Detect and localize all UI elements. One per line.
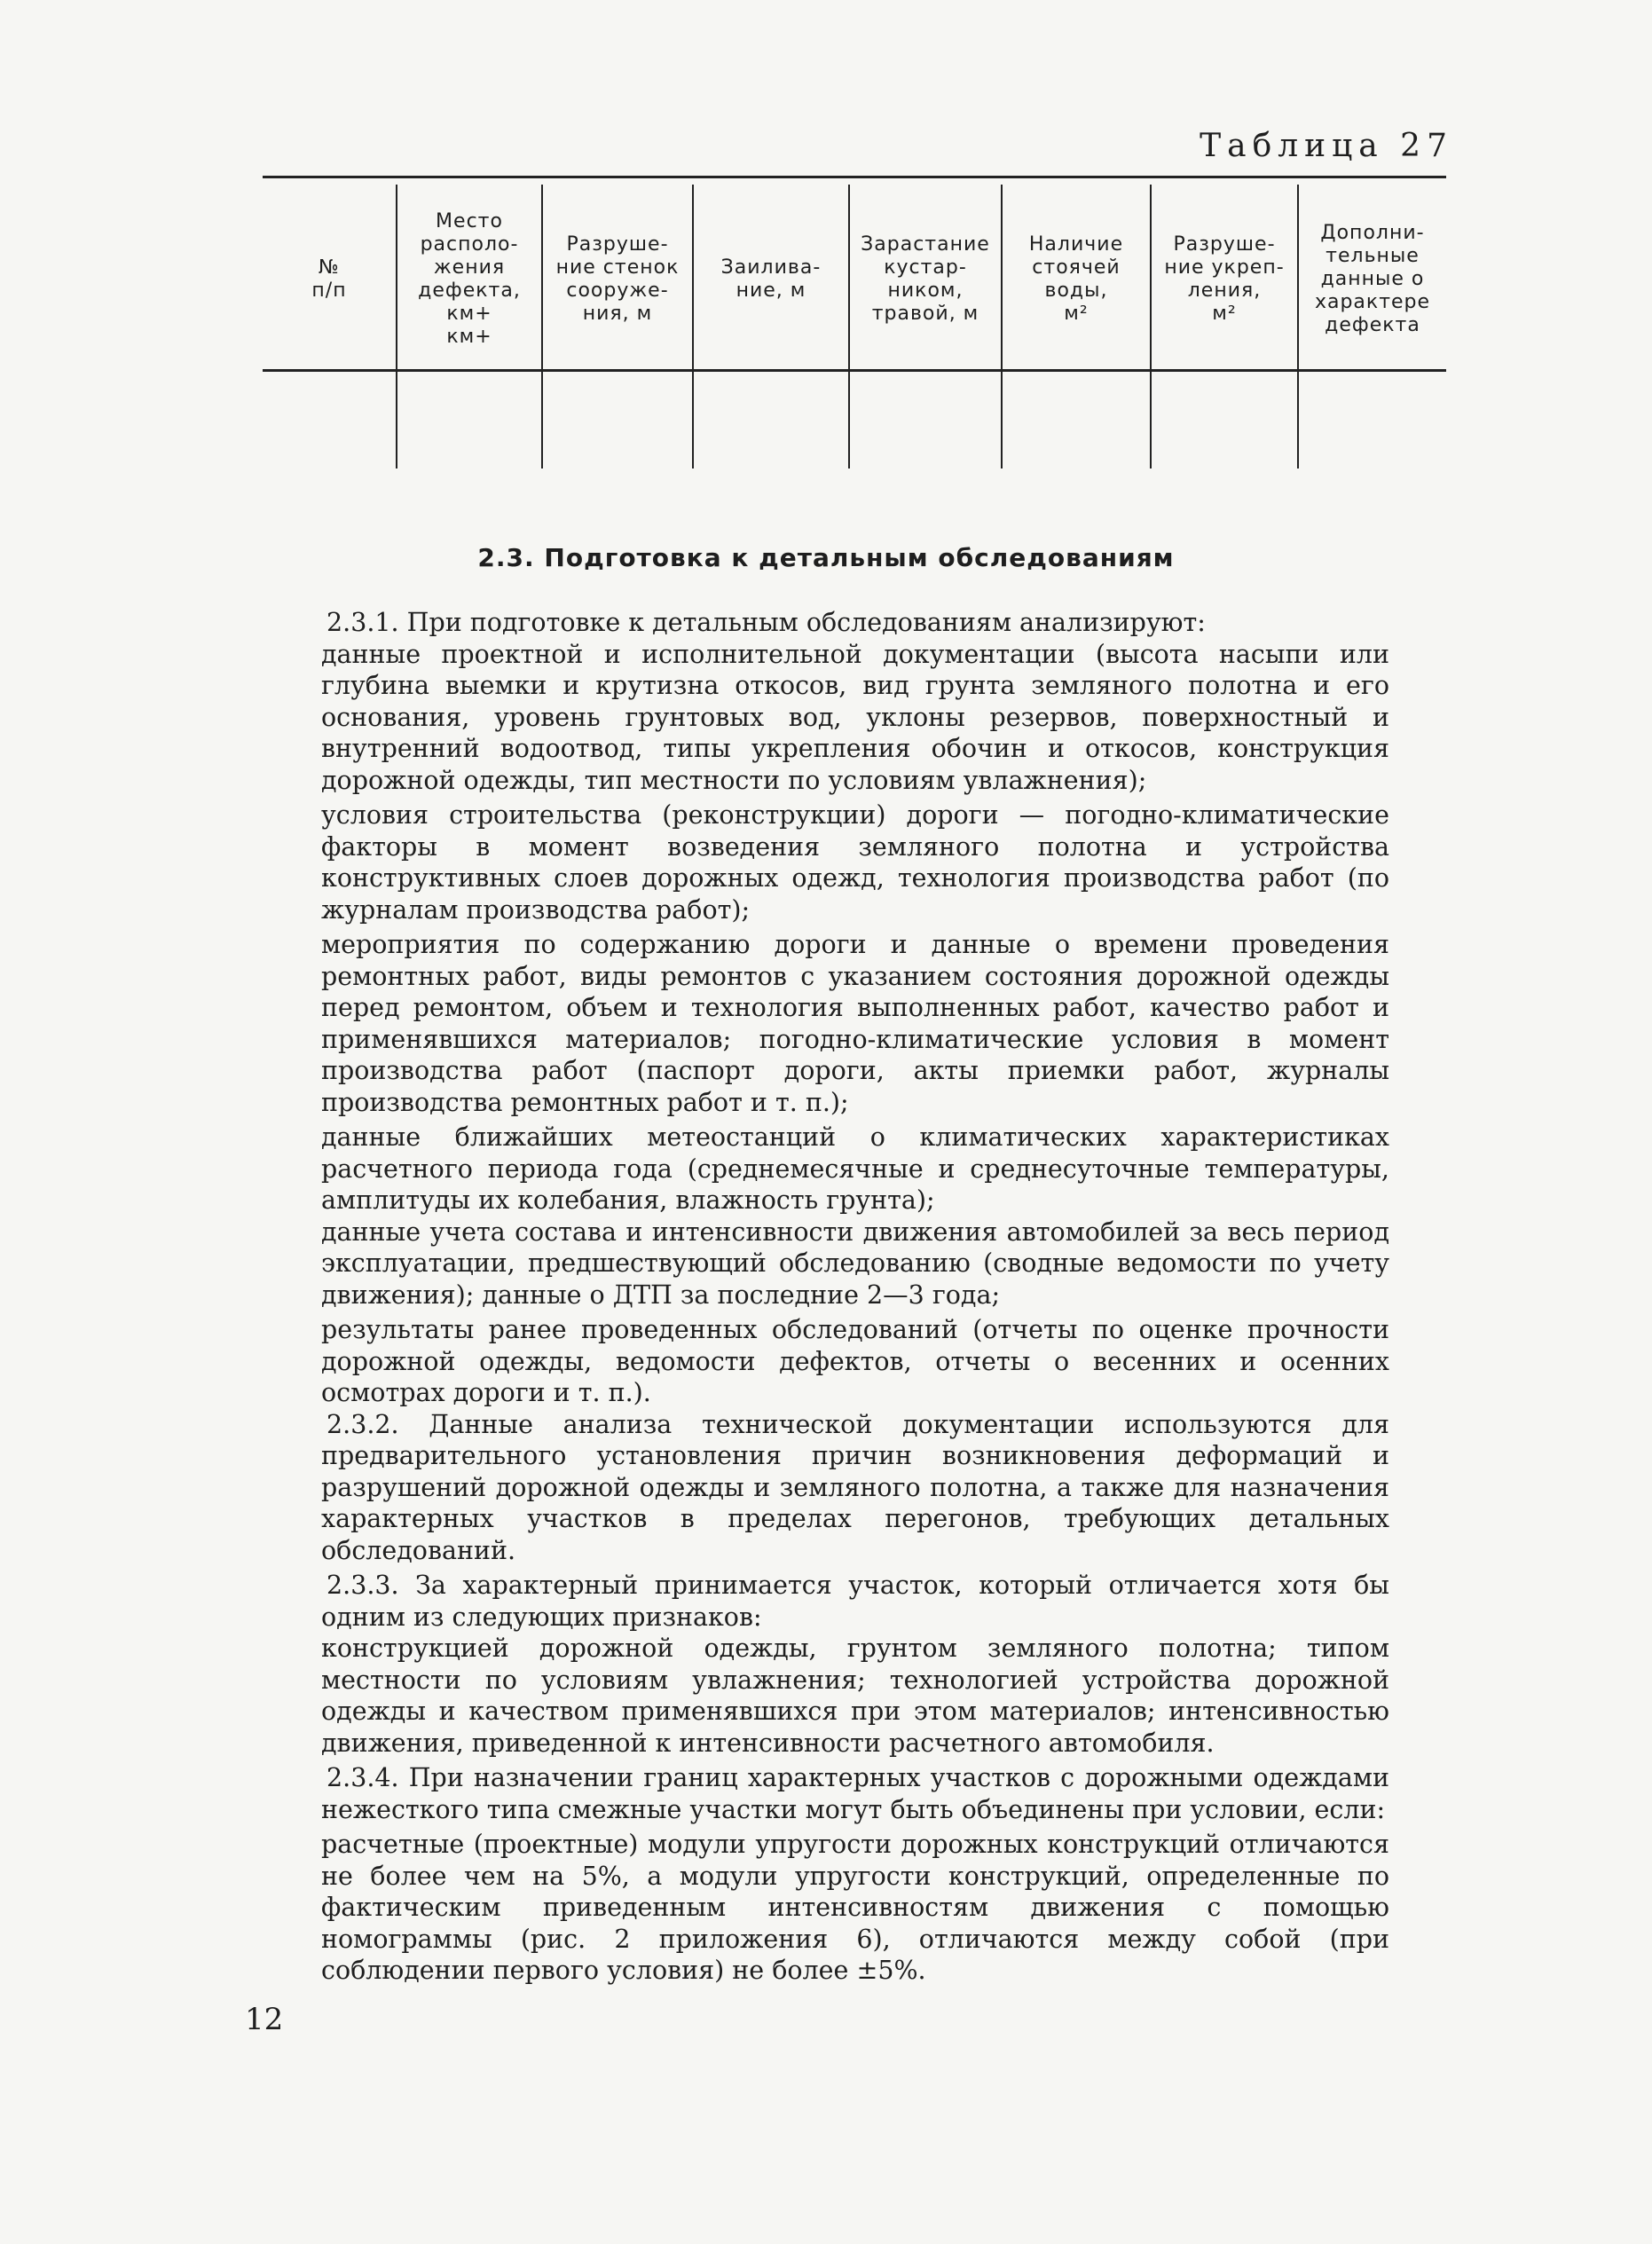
header-wall-damage: Разруше- ние стенок сооруже- ния, м: [555, 233, 680, 325]
paragraph: данные ближайших метеостанций о климатических характеристиках расчетного периода года (среднемесячные и среднесуточные температуры, амплитуды их колебания, влажность грунта);: [321, 1122, 1389, 1215]
paragraph: 2.3.4. При назначении границ характерных участков с дорожными одеждами нежесткого типа смежные участки могут быть объединены при условии, если:: [321, 1763, 1389, 1824]
paragraph: мероприятия по содержанию дороги и данные о времени проведения ремонтных работ, виды ремонтов с указанием состояния дорожной одежды перед ремонтом, объем и технология выполненных работ, качество работ и применявшихся материалов; погодно-климатические условия в момент производства работ (паспорт дороги, акты приемки работ, журналы производства ремонтных работ и т. п.);: [321, 930, 1389, 1117]
header-overgrowth: Зарастание кустар- ником, травой, м: [861, 233, 990, 325]
header-number: № п/п: [311, 256, 347, 302]
table-top-rule: [263, 176, 1446, 178]
paragraph: 2.3.1. При подготовке к детальным обследованиям анализируют:: [326, 608, 1206, 637]
paragraph: 2.3.3. За характерный принимается участок, который отличается хотя бы одним из следующих признаков:: [321, 1571, 1389, 1632]
header-standing-water: Наличие стоячей воды, м²: [1028, 233, 1124, 325]
paragraph: расчетные (проектные) модули упругости дорожных конструкций отличаются не более чем на 5%, а модули упругости конструкций, определенные по фактическим приведенным интенсивностям движения с помощью номограммы (рис. 2 приложения 6), отличаются между собой (при соблюдении первого условия) не более ±5%.: [321, 1830, 1389, 1985]
section-title: 2.3. Подготовка к детальным обследованиям: [477, 543, 1175, 572]
paragraph: результаты ранее проведенных обследований (отчеты по оценке прочности дорожной одежды, ведомости дефектов, отчеты о весенних и осенних осмотрах дороги и т. п.).: [321, 1315, 1389, 1407]
defects-table: [263, 176, 1446, 468]
body-text: [321, 607, 1389, 1987]
paragraph: условия строительства (реконструкции) дороги — погодно-климатические факторы в момент возведения земляного полотна и устройства конструктивных слоев дорожных одежд, технология производства работ (по журналам производства работ);: [321, 800, 1389, 925]
table-title: Таблица 27: [1200, 128, 1453, 164]
paragraph: 2.3.2. Данные анализа технической документации используются для предварительного установления причин возникновения деформаций и разрушений дорожной одежды и земляного полотна, а также для назначения характерных участков в пределах перегонов, требующих детальных обследований.: [321, 1409, 1389, 1565]
paragraph: данные проектной и исполнительной документации (высота насыпи или глубина выемки и крутизна откосов, вид грунта земляного полотна и его основания, уровень грунтовых вод, уклоны резервов, поверхностный и внутренний водоотвод, типы укрепления обочин и откосов, конструкция дорожной одежды, тип местности по условиям увлажнения);: [321, 639, 1389, 795]
header-reinforcement-damage: Разруше- ние укреп- ления, м²: [1164, 233, 1285, 325]
page-number: 12: [245, 2002, 284, 2037]
paragraph: конструкцией дорожной одежды, грунтом земляного полотна; типом местности по условиям увлажнения; технологией устройства дорожной одежды и качеством применявшихся при этом материалов; интенсивностью движения, приведенной к интенсивности расчетного автомобиля.: [321, 1634, 1389, 1758]
header-location: Место располо- жения дефекта, км+ км+: [418, 210, 521, 348]
header-additional-data: Дополни- тельные данные о характере дефекта: [1314, 222, 1431, 336]
header-silting: Заилива- ние, м: [720, 256, 822, 302]
paragraph: данные учета состава и интенсивности движения автомобилей за весь период эксплуатации, предшествующий обследованию (сводные ведомости по учету движения); данные о ДТП за последние 2—3 года;: [321, 1216, 1389, 1310]
